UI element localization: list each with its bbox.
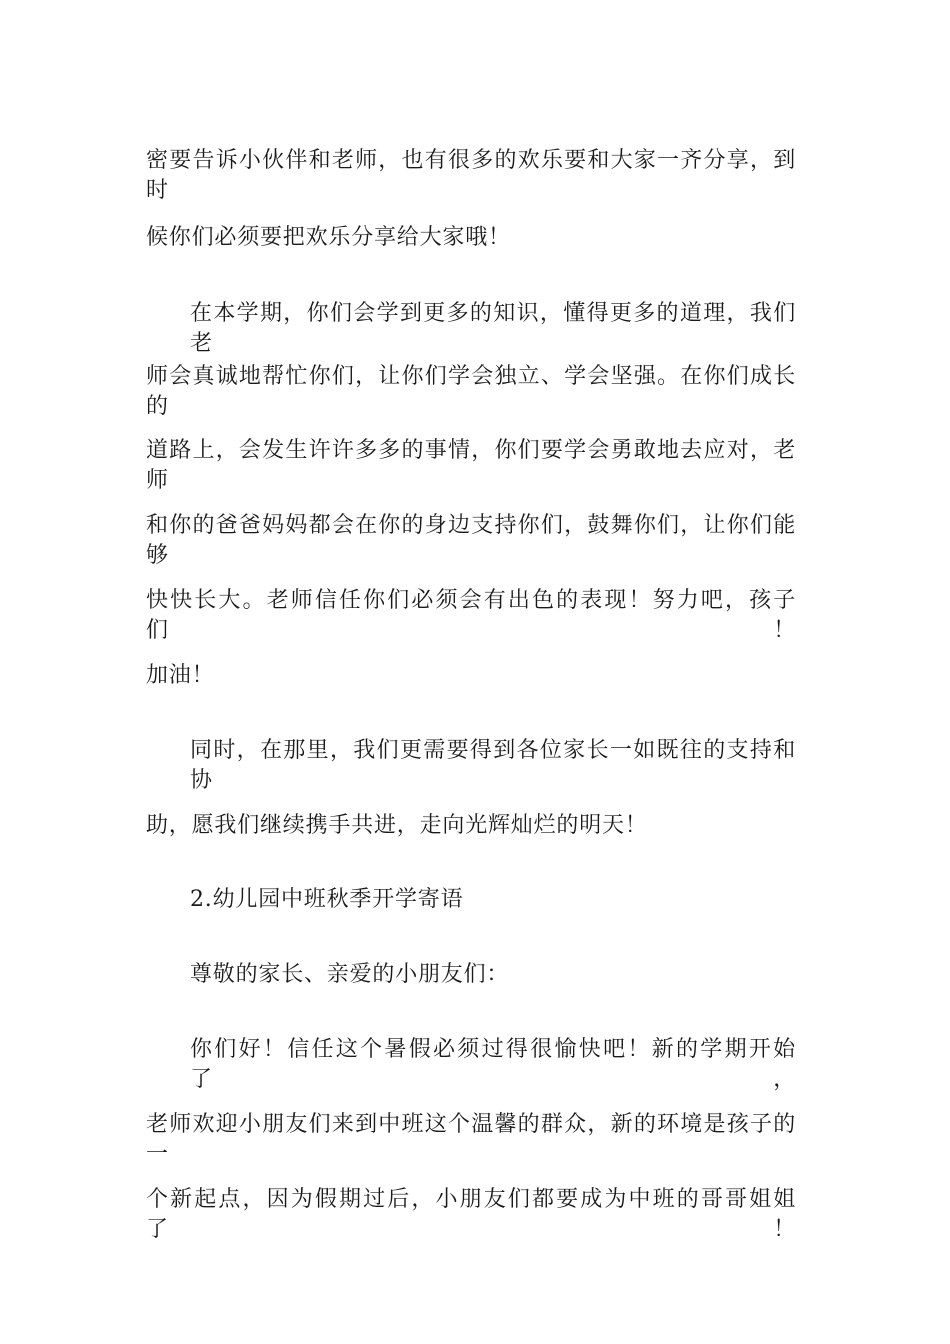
text-line: 师会真诚地帮忙你们，让你们学会独立、学会坚强。在你们成长的 xyxy=(146,364,796,419)
text-line: 候你们必须要把欢乐分享给大家哦！ xyxy=(146,225,511,250)
section-heading: 2.幼儿园中班秋季开学寄语 xyxy=(190,887,464,912)
text-line: 快快长大。老师信任你们必须会有出色的表现！努力吧，孩子们！ xyxy=(146,588,796,643)
text-line: 老师欢迎小朋友们来到中班这个温馨的群众，新的环境是孩子的一 xyxy=(146,1112,796,1167)
paragraph-first-line: 同时，在那里，我们更需要得到各位家长一如既往的支持和协 xyxy=(190,738,796,793)
text-line: 道路上，会发生许许多多的事情，你们要学会勇敢地去应对，老师 xyxy=(146,438,796,493)
text-line: 个新起点，因为假期过后，小朋友们都要成为中班的哥哥姐姐了！ xyxy=(146,1187,796,1242)
text-line: 助，愿我们继续携手共进，走向光辉灿烂的明天！ xyxy=(146,813,648,838)
text-line: 加油！ xyxy=(146,663,215,688)
paragraph-first-line: 在本学期，你们会学到更多的知识，懂得更多的道理，我们老 xyxy=(190,301,796,356)
paragraph-first-line: 你们好！信任这个暑假必须过得很愉快吧！新的学期开始了， xyxy=(190,1037,796,1092)
text-line: 和你的爸爸妈妈都会在你的身边支持你们，鼓舞你们，让你们能够 xyxy=(146,513,796,568)
salutation: 尊敬的家长、亲爱的小朋友们： xyxy=(190,962,510,987)
text-line: 密要告诉小伙伴和老师，也有很多的欢乐要和大家一齐分享，到时 xyxy=(146,148,796,203)
